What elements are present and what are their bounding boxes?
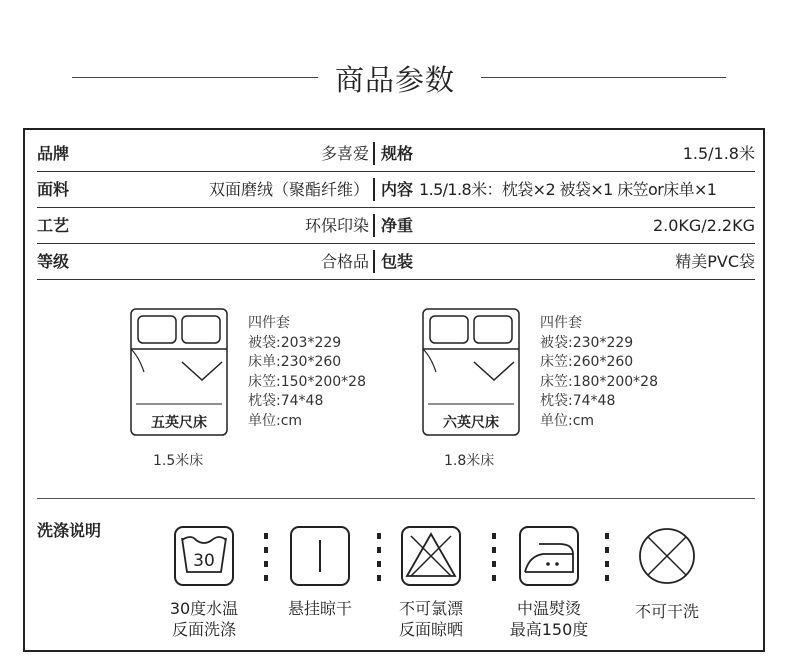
parameter-panel — [23, 128, 765, 652]
no-dry-clean-icon — [637, 526, 697, 586]
wash-caption — [612, 601, 722, 622]
spec-line: 四件套 — [540, 315, 582, 331]
spec-line: 四件套 — [248, 315, 290, 331]
wash-temp-label: 30 — [193, 551, 215, 571]
icon-divider — [264, 533, 268, 581]
spec-line: 枕袋:74*48 — [248, 393, 324, 409]
caption-line: 30度水温 — [169, 599, 239, 618]
icon-divider — [605, 533, 609, 581]
column-divider — [373, 250, 375, 273]
spec-line: 被袋:230*229 — [540, 334, 634, 351]
spec-line: 床笠:180*200*28 — [540, 373, 658, 390]
bed-name: 五英尺床 — [151, 415, 207, 431]
section-divider — [37, 498, 755, 499]
param-value: 多喜爱 — [320, 144, 369, 163]
param-value-2: 精美PVC袋 — [675, 252, 755, 271]
caption-line: 悬挂晾干 — [287, 599, 352, 618]
param-label: 等级 — [37, 252, 70, 271]
param-label-2: 净重 — [381, 216, 414, 235]
param-value: 合格品 — [320, 252, 369, 271]
wash-caption — [149, 598, 259, 640]
param-label: 品牌 — [37, 144, 70, 163]
caption-line: 反面洗涤 — [171, 620, 236, 639]
bed-size-label: 1.5米床 — [153, 453, 204, 469]
param-label-2: 内容 — [381, 180, 414, 199]
param-value-2: 2.0KG/2.2KG — [652, 216, 755, 235]
icon-divider — [492, 533, 496, 581]
bed-size-label: 1.8米床 — [444, 453, 495, 469]
spec-line: 床笠:260*260 — [540, 354, 634, 370]
caption-line: 反面晾晒 — [398, 620, 463, 639]
param-label-2: 包装 — [381, 252, 414, 271]
param-row — [37, 244, 755, 280]
header-rule-right — [481, 77, 726, 78]
bed-specs — [248, 314, 366, 431]
spec-line: 单位:cm — [540, 412, 595, 429]
caption-line: 不可干洗 — [634, 602, 699, 621]
spec-line: 单位:cm — [248, 412, 303, 429]
param-value: 环保印染 — [304, 216, 369, 235]
param-label-2: 规格 — [381, 144, 414, 163]
param-label: 面料 — [37, 180, 70, 199]
icon-divider — [377, 533, 381, 581]
param-row — [37, 208, 755, 244]
param-value-2: 1.5/1.8米：枕袋×2 被袋×1 床笠or床单×1 — [419, 180, 717, 199]
no-bleach-icon — [401, 526, 461, 586]
caption-line: 不可氯漂 — [398, 599, 463, 618]
bed-diagram-1-8m — [422, 308, 520, 440]
bed-specs — [540, 314, 658, 431]
bed-diagram-1-5m — [130, 308, 228, 440]
bed-name: 六英尺床 — [443, 415, 499, 431]
caption-line: 中温熨烫 — [516, 599, 581, 618]
wash-caption — [376, 598, 486, 640]
column-divider — [373, 142, 375, 165]
param-value-2: 1.5/1.8米 — [682, 144, 755, 163]
iron-medium-icon — [519, 526, 579, 586]
param-row — [37, 136, 755, 172]
param-label: 工艺 — [37, 216, 70, 235]
page-title: 商品参数 — [334, 63, 455, 97]
section-header — [0, 56, 790, 100]
wash-caption — [494, 598, 604, 640]
param-value: 双面磨绒（聚酯纤维） — [208, 180, 369, 199]
spec-line: 枕袋:74*48 — [540, 393, 616, 409]
spec-line: 被袋:203*229 — [248, 334, 342, 351]
wash-title: 洗涤说明 — [37, 521, 102, 540]
column-divider — [373, 214, 375, 237]
hang-dry-icon — [290, 526, 350, 586]
caption-line: 最高150度 — [509, 620, 589, 639]
spec-line: 床笠:150*200*28 — [248, 373, 366, 390]
param-row — [37, 172, 755, 208]
spec-line: 床单:230*260 — [248, 354, 342, 370]
row-separator — [37, 279, 755, 280]
column-divider — [373, 178, 375, 201]
wash-caption — [265, 598, 375, 619]
wash-30-icon — [174, 526, 234, 586]
